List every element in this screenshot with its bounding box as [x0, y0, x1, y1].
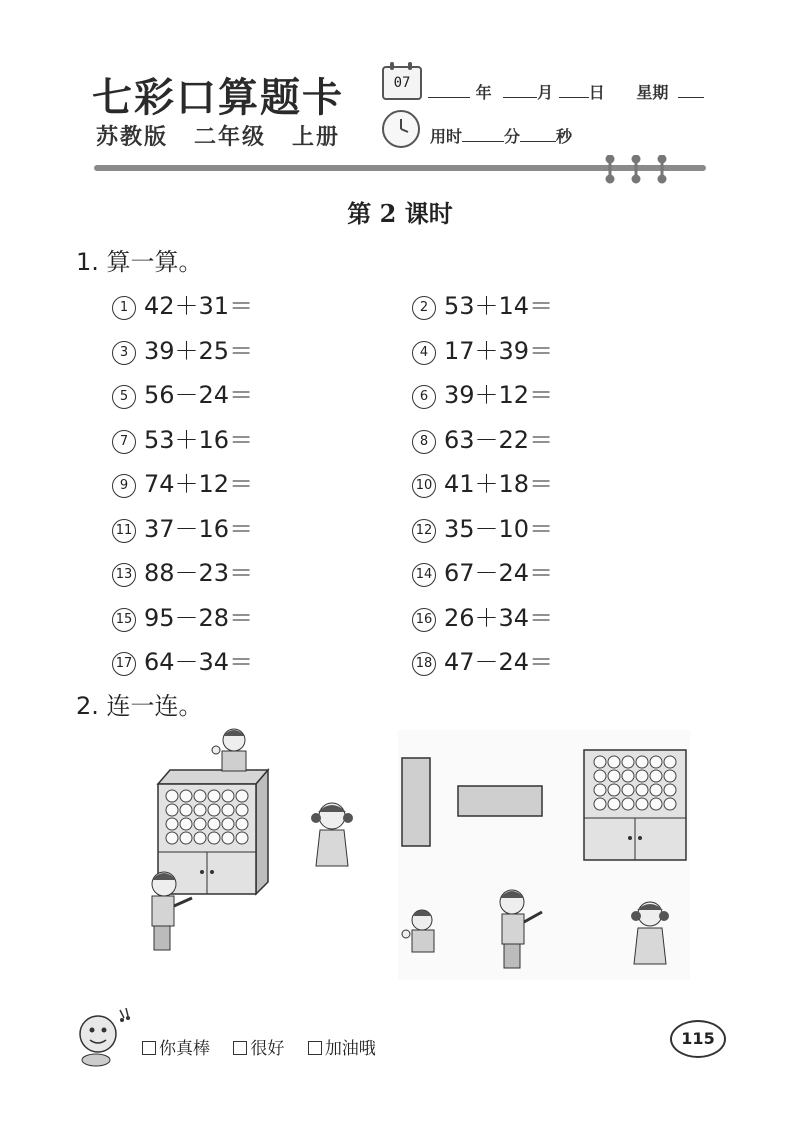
problem-number: 11: [112, 519, 136, 543]
problem-item: [112, 331, 253, 366]
page-number: 115: [670, 1020, 726, 1058]
checkbox-icon[interactable]: [308, 1041, 322, 1055]
problem-expression: 35－10＝: [444, 514, 554, 543]
problem-item: [112, 464, 253, 499]
problem-number: 10: [412, 474, 436, 498]
problem-number: 2: [412, 296, 436, 320]
problem-item: [412, 642, 553, 677]
problem-number: 7: [112, 430, 136, 454]
problem-expression: 39＋25＝: [144, 336, 254, 365]
date-fields: [428, 80, 704, 103]
problem-number: 16: [412, 608, 436, 632]
side-view-shape: [402, 758, 430, 846]
problem-number: 4: [412, 341, 436, 365]
problem-number: 13: [112, 563, 136, 587]
calendar-day: 07: [393, 75, 411, 91]
section2-title: 2. 连一连。: [76, 692, 203, 720]
problem-item: [412, 375, 553, 410]
problem-number: 15: [112, 608, 136, 632]
brand-logo: 七彩口算题卡: [92, 74, 344, 121]
problem-number: 14: [412, 563, 436, 587]
problem-number: 3: [112, 341, 136, 365]
problem-number: 18: [412, 652, 436, 676]
edition-label: 苏教版: [96, 125, 169, 150]
problem-item: [112, 598, 253, 633]
problem-number: 12: [412, 519, 436, 543]
problem-expression: 63－22＝: [444, 425, 554, 454]
cabinet-left-panel: [158, 770, 268, 894]
rating-option-3[interactable]: 加油哦: [308, 1039, 376, 1059]
problem-item: [112, 375, 253, 410]
problem-expression: 47－24＝: [444, 648, 554, 676]
problem-expression: 39＋12＝: [444, 381, 554, 409]
rating-option-2[interactable]: 很好: [233, 1039, 284, 1059]
section1-title: 1. 算一算。: [76, 248, 203, 276]
problem-expression: 41＋18＝: [444, 470, 554, 498]
second-label: 秒: [556, 127, 573, 146]
grade-label: 二年级: [194, 125, 267, 150]
rating-options: [142, 1034, 394, 1059]
problem-item: [112, 509, 253, 544]
problem-expression: 17＋39＝: [444, 336, 554, 365]
calendar-icon: [382, 66, 422, 100]
boy-top-figure: [212, 729, 246, 771]
time-used-label: 用时: [430, 127, 463, 146]
problem-item: [412, 464, 553, 499]
problem-expression: 53＋14＝: [444, 292, 554, 320]
book-info: [96, 120, 366, 151]
divider-decoration: [600, 155, 680, 185]
rating-option-1[interactable]: 你真棒: [142, 1039, 210, 1059]
problem-expression: 64－34＝: [144, 648, 254, 676]
problem-expression: 42＋31＝: [144, 292, 254, 320]
problem-expression: 37－16＝: [144, 514, 254, 543]
problem-item: [412, 286, 553, 321]
problem-number: 5: [112, 385, 136, 409]
problem-number: 6: [412, 385, 436, 409]
girl-figure: [311, 803, 353, 866]
day-label: 日: [588, 83, 605, 102]
cartoon-mascot-icon: [68, 1004, 138, 1068]
problem-item: [412, 598, 553, 633]
time-fields: [430, 124, 572, 147]
problem-expression: 74＋12＝: [144, 470, 254, 498]
volume-label: 上册: [292, 125, 341, 150]
problem-item: [112, 286, 253, 321]
checkbox-icon[interactable]: [233, 1041, 247, 1055]
problem-expression: 56－24＝: [144, 381, 254, 409]
matching-illustration: [150, 726, 710, 986]
lesson-title: 第 2 课时: [347, 199, 453, 228]
problem-expression: 95－28＝: [144, 603, 254, 632]
problem-number: 17: [112, 652, 136, 676]
problem-item: [112, 420, 253, 455]
problem-expression: 53＋16＝: [144, 425, 254, 454]
problem-number: 1: [112, 296, 136, 320]
problem-expression: 88－23＝: [144, 559, 254, 587]
minute-label: 分: [504, 127, 521, 146]
year-label: 年: [475, 83, 492, 102]
problem-number: 9: [112, 474, 136, 498]
problem-item: [412, 420, 553, 455]
checkbox-icon[interactable]: [142, 1041, 156, 1055]
problem-item: [412, 553, 553, 588]
problem-item: [412, 509, 553, 544]
weekday-label: 星期: [636, 83, 669, 102]
problem-expression: 26＋34＝: [444, 603, 554, 632]
problem-item: [412, 331, 553, 366]
clock-icon: [382, 110, 420, 148]
problem-item: [112, 553, 253, 588]
cabinet-front-view: [584, 750, 686, 860]
problem-item: [112, 642, 253, 677]
top-view-shape: [458, 786, 542, 816]
month-label: 月: [537, 83, 554, 102]
problem-number: 8: [412, 430, 436, 454]
problem-expression: 67－24＝: [444, 559, 554, 587]
